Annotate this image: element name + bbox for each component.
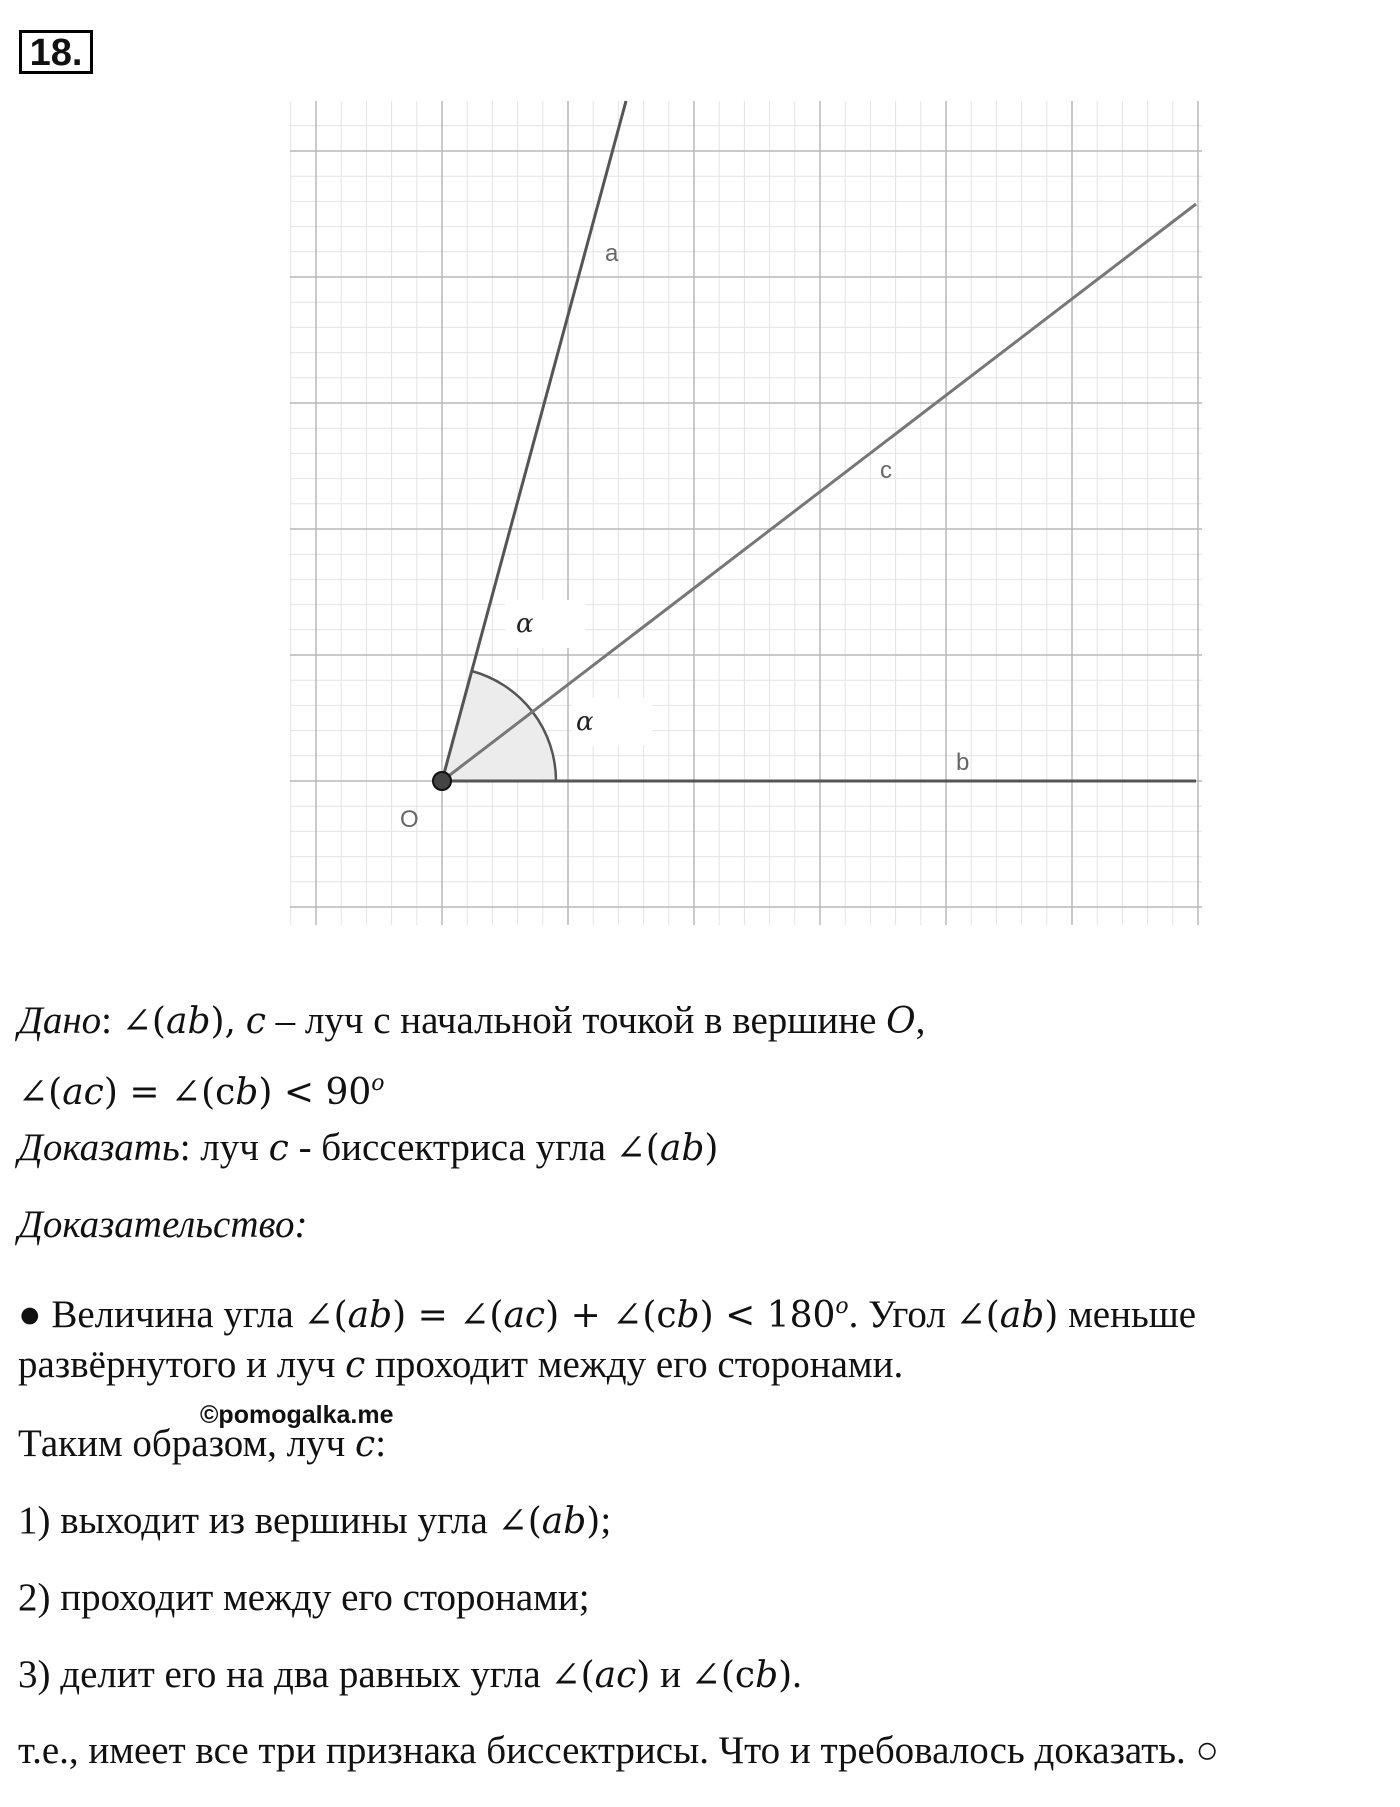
item-3-math: ∠(𝑎𝑐) [550, 1655, 651, 1696]
thus-text: Таким образом, луч [18, 1422, 356, 1465]
given-colon: : [101, 999, 113, 1042]
paragraph1-ray-c: 𝑐 [345, 1345, 366, 1386]
paragraph1-formula: ∠(𝑎𝑏) = ∠(𝑎𝑐) + ∠(c𝑏) < 180 [303, 1295, 836, 1336]
paragraph1-part2: . Угол [848, 1293, 956, 1336]
item-1-text: 1) выходит из вершины угла [18, 1499, 498, 1542]
paragraph1-line1 [18, 1283, 1196, 1340]
paragraph1-line2-part2: проходит между его сторонами. [365, 1343, 904, 1386]
paragraph1-part3: меньше [1058, 1293, 1197, 1336]
list-item-3 [18, 1651, 802, 1700]
vertex-label: O [400, 806, 419, 833]
item-2-text: 2) проходит между его сторонами; [18, 1576, 590, 1619]
vertex-point [433, 772, 451, 790]
paragraph1-angle-ab: ∠(𝑎𝑏) [955, 1295, 1059, 1336]
paragraph1-part1: Величина угла [41, 1293, 304, 1336]
ray-b-label: b [956, 749, 970, 776]
given-label: Дано [18, 999, 102, 1042]
given-comma: , [915, 999, 926, 1042]
item-1-tail: ; [600, 1499, 612, 1542]
prove-angle-ab: ∠(𝑎𝑏) [615, 1128, 719, 1169]
prove-text-before: : луч [179, 1126, 269, 1169]
paragraph1-line2-part1: развёрнутого и луч [18, 1343, 346, 1386]
given-ray-c: 𝑐 [245, 1001, 266, 1042]
angle-sector [442, 671, 556, 781]
given-angle-ab: ∠(𝑎𝑏), [121, 1001, 236, 1042]
given-text: – луч с начальной точкой в вершине [265, 999, 887, 1042]
given-vertex: 𝑂 [886, 1001, 916, 1042]
paragraph1-degree: 𝑜 [835, 1294, 849, 1319]
grid [290, 101, 1202, 925]
given-line-1 [18, 997, 925, 1046]
ray-c-label: c [880, 457, 892, 484]
item-3-math2: ∠(c𝑏) [690, 1655, 793, 1696]
prove-label: Доказать [18, 1126, 180, 1169]
item-3-text: 3) делит его на два равных угла [18, 1653, 551, 1696]
bullet: ● [18, 1293, 42, 1336]
proof-heading: Доказательство: [18, 1203, 308, 1246]
ray-a-label: a [605, 240, 619, 267]
angle-label-lower: α [576, 707, 594, 737]
paragraph1-line2 [18, 1341, 903, 1390]
item-3-tail: . [792, 1653, 802, 1696]
given-degree: 𝑜 [371, 1071, 385, 1096]
list-item-2 [18, 1574, 590, 1622]
conclusion: т.е., имеет все три признака биссектрисы. Что и требовалось доказать. ○ [18, 1729, 1220, 1772]
watermark: ©pomogalka.me [200, 1401, 394, 1429]
list-item-1 [18, 1497, 611, 1546]
given-line-2 [18, 1060, 385, 1117]
ray-c [442, 204, 1196, 781]
thus-colon: : [375, 1422, 387, 1465]
angle-label-upper: α [516, 609, 534, 639]
given-condition: ∠(𝑎𝑐) = ∠(c𝑏) < 90 [18, 1072, 372, 1113]
item-3-mid: и [650, 1653, 691, 1696]
ray-a [442, 101, 626, 781]
prove-text-after: - биссектриса угла [288, 1126, 616, 1169]
thus-ray-c: 𝑐 [355, 1424, 376, 1465]
prove-line [18, 1124, 718, 1173]
problem-number: 18. [19, 30, 93, 74]
prove-ray-c: 𝑐 [268, 1128, 289, 1169]
item-1-math: ∠(𝑎𝑏) [497, 1501, 601, 1542]
